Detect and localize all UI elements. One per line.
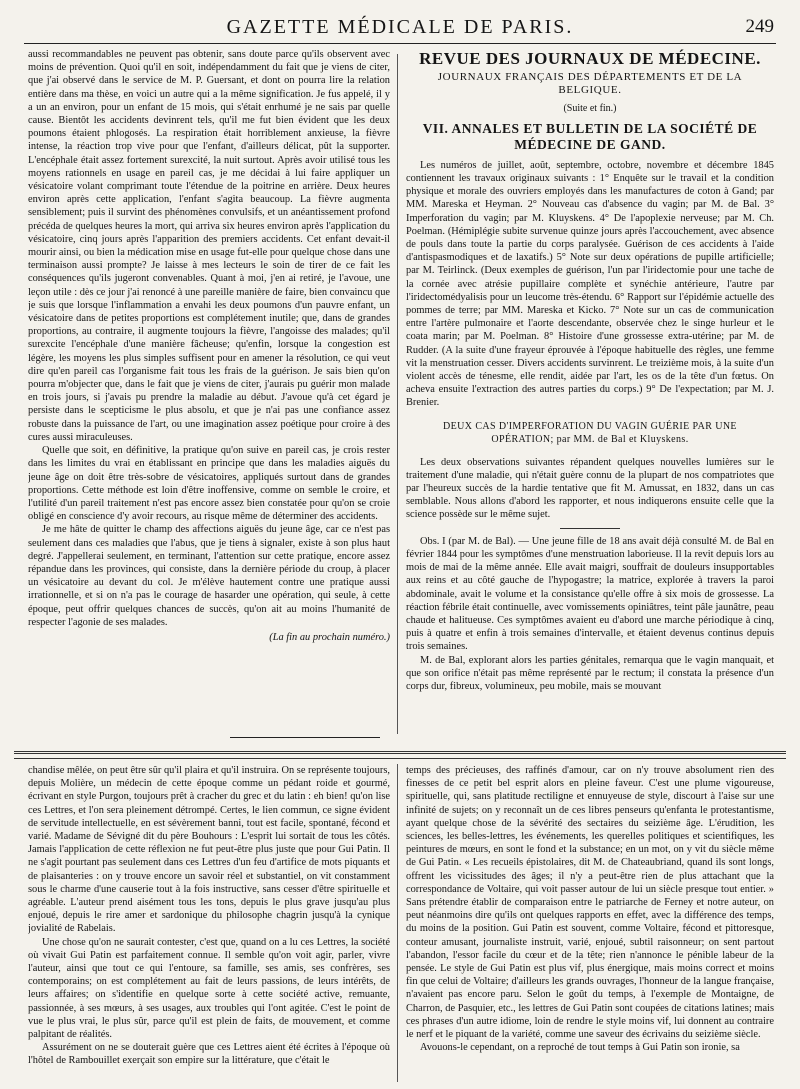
paragraph: Avouons-le cependant, on a reproché de tout temps à Gui Patin son ironie, sa: [420, 1042, 740, 1054]
review-subheading: JOURNAUX FRANÇAIS DES DÉPARTEMENTS ET DE LA BELGIQUE.: [437, 71, 743, 97]
continuation-note: (La fin au prochain numéro.): [269, 631, 390, 643]
short-divider: [560, 528, 620, 529]
feuilleton-separator-thin: [14, 758, 786, 759]
paragraph: aussi recommandables ne peuvent pas obtenir, sans doute parce qu'ils observent avec moins de prévention. Quoi qu'il en soit, indépendamment du fait que je viens de citer, que j'ai observé dans le service de M. P. Guersant, et dont on pourra lire la relation entière dans ma thèse, en voici un autre qui a la même signification. Je fus appelé, il y a un an environ, pour un enfant de 15 mois, qui s'était enrhumé je ne sais par quelle cause. Bientôt les accidents devinrent tels, qu'il me fut bien évident que les deux poumons étaient phlogosés. La respiration était horriblement anxieuse, la fièvre intense, la réaction trop vive pour que l'enfant, d'ailleurs délicat, pût la supporter. L'encéphale était assez fortement surexcité, la nuit surtout. Après avoir utilisé tous les moyens rationnels en usage en pareil cas, je me décidai à lui faire appliquer un vésicatoire volant comprimant toute l'étendue de la poitrine en arrière. Deux heures environ après cette application, l'enfant s'agita beaucoup. La fièvre augmenta sensiblement; puis il survint des phénomènes convulsifs, et un anéantissement profond précéda de quelques heures la mort, qui arriva six heures environ après l'application du vésicatoire, cinq jours après l'apparition des premiers accidents. Cet enfant devait-il mourir ainsi, ou bien la médication mise en usage fut-elle pour quelque chose dans une terminaison aussi prompte? Je laisse à mes lecteurs le soin de tirer de ce fait les conséquences qu'ils jugeront convenables. Quant à moi, j'en ai retiré, je l'avoue, une leçon utile : dès ce jour j'ai renoncé à une pareille manière de faire, bien convaincu que je suis que lorsque l'inflammation a envahi les deux poumons d'un pauvre enfant, un vésicatoire dans de petites proportions est complétement inutile; que, dans de grandes proportions, au contraire, il augmente toujours la fièvre, l'angoisse des malades; qu'il surexcite l'encéphale d'une manière fâcheuse; qu'enfin, lorsque la congestion est légère, les moyens les plus simples suffisent pour en amener la résolution, ce qui veut dire qu'en pareil cas l'organisme fait tous les frais de la guérison. Je sais bien qu'on pourra m'objecter que, dans le fait que je viens de citer, j'aurais pu guérir mon malade en trois jours, si j'avais pu prendre la maladie au début. J'avoue qu'à cet égard je persiste dans le scepticisme le plus absolu, et que je n'ai pas une confiance assez robuste dans la puissance de l'art, ou une imagination assez poétique pour croire à des cures aussi miraculeuses.: [28, 49, 390, 443]
paragraph: temps des précieuses, des raffinés d'amour, car on n'y trouve absolument rien des finesses de ce petit bel esprit alors en pleine faveur. C'est une plume vigoureuse, spirituelle, qui, sans platitude rectiligne et ennuyeuse de style, discourt à l'aise sur une infinité de sujets; on y reconnaît un de ces libres penseurs qu'enfanta le protestantisme, ayant quelque chose de la sévérité des sectaires du seizième âge. L'érudition, les sciences, les belles-lettres, les événements, les querelles politiques et scientifiques, les peintures de mœurs, en sont le fond et la substance; en un mot, on y vit du siècle même de Gui Patin. « Les recueils épistolaires, dit M. de Chateaubriand, quand ils sont longs, offrent les vicissitudes des âges; il n'y a peut-être rien de plus attachant que la correspondance de Voltaire, qui voit passer autour de lui un siècle presque tout entier. » Sans prétendre établir de comparaison entre le patriarche de Ferney et notre auteur, on peut néanmoins dire qu'ils ont quelques rapports en effet, avec la différence des temps, du moins de la position. Gui Patin est souvent, comme Voltaire, fécond et pittoresque, conteur amusant, journaliste instruit, varié, enjoué, subtil raisonneur; on sent partout l'abandon, l'essor facile du cœur et de la tête; rien n'annonce le pénible labeur de la pensée. Le style de Gui Patin est plus vif, plus énergique, mais moins correct et moins fin que celui de Voltaire; d'ailleurs les grands ouvrages, l'honneur de la langue française, n'avaient pas encore paru. Selon le goût du temps, à l'exemple de Montaigne, de Charron, de Pasquier, etc., les lettres de Gui Patin sont coupées de citations latines; mais ces phrases d'un autre idiome, loin de rendre le style moins vif, lui donnent au contraire le nerf et le piquant de la variété, comme une saveur des écrivains du seizième siècle.: [406, 765, 774, 1041]
journal-title: GAZETTE MÉDICALE DE PARIS.: [226, 16, 574, 38]
suite-note: (Suite et fin.): [563, 102, 617, 114]
paragraph: Les deux observations suivantes répandent quelques nouvelles lumières sur le traitement d'une maladie, qui n'était guère connu de la plupart de nos compatriotes que par l'heureux succès de la hardie tentative que fit M. Amussat, en 1832, dans un cas semblable. Nous allons d'abord les rapporter, et nous indiquerons ensuite celle que la science possède sur le même sujet.: [406, 456, 774, 521]
left-column: [28, 48, 390, 740]
column-divider: [397, 764, 398, 1082]
feuilleton-right-column: [406, 764, 774, 1082]
column-divider: [397, 54, 398, 734]
section-title: VII. ANNALES ET BULLETIN DE LA SOCIÉTÉ DE MÉDECINE DE GAND.: [422, 120, 758, 152]
page-number: 249: [745, 16, 774, 37]
paragraph: Assurément on ne se douterait guère que ces Lettres aient été écrites à l'époque où l'hôtel de Rambouillet exerçait son empire sur la littérature, que c'était le: [28, 1042, 390, 1067]
paragraph: M. de Bal, explorant alors les parties génitales, remarqua que le vagin manquait, et que son orifice n'était pas même représenté par le rectum; il constata la présence d'un corps dur, fibreux, volumineux, peu mobile, mais se mouvant: [406, 654, 774, 692]
case-title: DEUX CAS D'IMPERFORATION DU VAGIN GUÉRIE PAR UNE OPÉRATION; par MM. de Bal et Kluyskens.: [443, 420, 737, 445]
right-column: [406, 48, 774, 740]
paragraph: chandise mêlée, on peut être sûr qu'il plaira et qu'il instruira. On se représente toujours, depuis Molière, un médecin de cette époque comme un pédant roide et gourmé, écrivant en style Purgon, toujours prêt à cracher du grec et du latin : eh bien! qu'on lise ces Lettres, et l'on sera pleinement détrompé. Certes, le lien commun, ce signe évident de servitude intellectuelle, en est sévèrement banni, tout est facile, spontané, fécond et varié. Madame de Sévigné dit du père Bouhours : L'esprit lui sortait de tous les côtés. Jamais l'application de cette réflexion ne fut peut-être plus juste que pour Gui Patin. Il ne s'agit pourtant pas seulement dans ces Lettres d'un feu d'artifice de mots piquants et de plaisanteries : on y trouve encore un savoir réel et substantiel, on vit constamment sous le charme d'une causerie tout à la fois instructive, sans cesser d'être spirituelle et agréable. L'auteur prend aisément tous les tons, depuis le plus grave jusqu'au plus enjoué, depuis le rire amer et sardonique du philosophe chagrin jusqu'à la cynique jovialité de Rabelais.: [28, 765, 390, 935]
feuilleton-left-column: [28, 764, 390, 1082]
review-heading: REVUE DES JOURNAUX DE MÉDECINE.: [419, 49, 761, 68]
paragraph: Une chose qu'on ne saurait contester, c'est que, quand on a lu ces Lettres, la société où vivait Gui Patin est parfaitement connue. Il semble qu'on voit agir, parler, vivre l'auteur, ainsi que tout ce qui l'entoure, sa famille, ses amis, ses confrères, ses contemporains; on est complétement au fait de leurs passions, de leurs intérêts, de leurs affaires; on s'identifie en quelque sorte à cette société active, remuante, passionnée, à ses mœurs, à ses usages, aux troubles qui l'ont agitée. C'est le point de vue le plus vrai, le plus sûr, parce qu'il est plein de faits, de mouvement, et comme palpitant de réalités.: [28, 936, 390, 1041]
page-header: [18, 10, 782, 44]
paragraph: Les numéros de juillet, août, septembre, octobre, novembre et décembre 1845 contiennent les travaux originaux suivants : 1° Enquête sur le travail et la condition physique et morale des ouvriers employés dans les manufactures de coton à Gand; par MM. Mareska et Heyman. 2° Nouveau cas d'absence du vagin; par M. de Bal. 3° Imperforation du vagin; par M. Kluyskens. 4° De l'apoplexie nerveuse; par M. Ch. Poelman. (Hémiplégie subite survenue quinze jours après l'accouchement, avec absence de pouls dans toute la partie du corps paralysée. Guérison de ces accidents à l'aide d'antispasmodiques et de laxatifs.) 5° Note sur deux opérations de pupille artificielle; par M. Teirlinck. (Deux exemples de guérison, l'un par l'iridectomie pour une tache de la cornée avec atrésie pupillaire complète et synéchie antérieure, l'autre par l'iridectomédyalisis pour un leucome très-étendu. 6° Rapport sur l'épidémie actuelle des pommes de terre; par MM. Mareska et Kicko. 7° Note sur un cas de communication entre l'artère pulmonaire et l'aorte descendante, observée chez le singe hurleur et le coata marin; par M. Poelman. 8° Histoire d'une grossesse extra-utérine; par M. de Rudder. (A la suite d'une frayeur éprouvée à l'époque habituelle des règles, une femme vit la menstruation cesser. Divers accidents survinrent. Le treizième mois, à la suite d'un violent accès de ténesme, elle rendit, aidée par l'art, les os de la tête d'un fœtus. On acheva ensuite l'extraction des autres parties du corps.) 9° De l'expectation; par M. J. Brenier.: [406, 159, 774, 409]
paragraph: Je me hâte de quitter le champ des affections aiguës du jeune âge, car ce n'est pas seulement dans ces maladies que l'abus, que je tiens à signaler, existe à son plus haut degré. J'appellerai seulement, en terminant, l'attention sur cette pratique, encore assez répandue dans les provinces, qui consiste, dans la dernière période du croup, à placer un vésicatoire au devant du col. Je m'élève hautement contre une pratique aussi irrationnelle, et si on n'a pas le courage de hasarder une opération, qui seule, à cette époque, peut offrir quelques chances de succès, qu'on ait au moins l'humanité de respecter l'agonie de ses malades.: [28, 524, 390, 628]
end-rule: [230, 737, 380, 738]
feuilleton-separator: [14, 751, 786, 754]
header-rule: [24, 43, 776, 44]
paragraph: Obs. I (par M. de Bal). — Une jeune fille de 18 ans avait déjà consulté M. de Bal en février 1844 pour les symptômes d'une menstruation laborieuse. Il la revit depuis lors au mois de mai de la même année. Elle avait maigri, souffrait de douleurs insupportables aux reins et au côté gauche de l'hypogastre; la matrice, explorée à travers la paroi abdominale, avait le volume et la consistance qu'elle offre à six mois de grossesse. La réaction fébrile était continuelle, avec vomissements opiniâtres, teint pâle jaunâtre, peau chaude et halitueuse. Ces symptômes avaient eu d'abord une marche périodique à cinq, puis à quatre et enfin à trois semaines d'intervalle, et étaient devenus continus depuis trois semaines.: [406, 535, 774, 653]
paragraph: Quelle que soit, en définitive, la pratique qu'on suive en pareil cas, je crois rester dans les limites du vrai en établissant en principe que dans les maladies aiguës du jeune âge on doit être très-sobre de vésicatoires, appliqués surtout dans de grandes proportions. Cette méthode est loin d'être inoffensive, comme on semble le croire, et l'utilité d'un pareil traitement n'est pas encore assez bien constatée pour qu'on se croie obligé en conscience d'y avoir recours, au risque même de déterminer des accidents.: [28, 445, 390, 523]
